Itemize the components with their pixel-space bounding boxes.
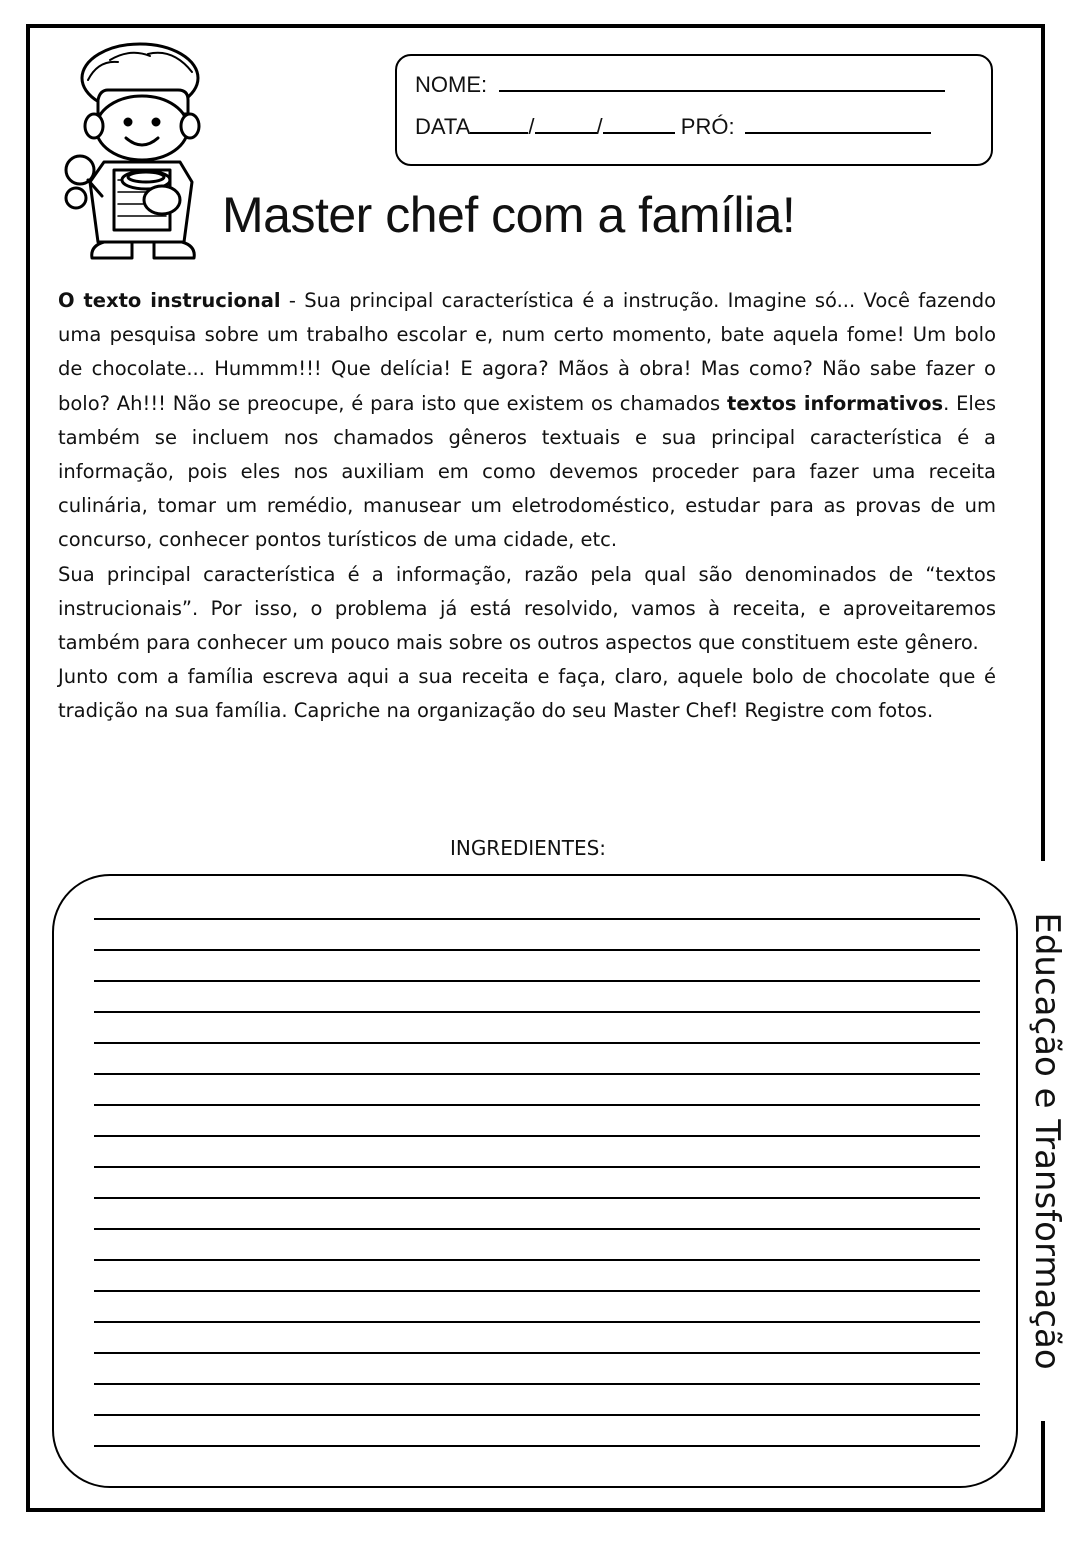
- bold-term: textos informativos: [727, 391, 944, 415]
- writing-line: [94, 1259, 980, 1261]
- date-year-field[interactable]: [603, 112, 675, 134]
- teacher-label: PRÓ:: [680, 114, 735, 139]
- writing-line: [94, 1042, 980, 1044]
- date-separator: /: [528, 114, 535, 139]
- writing-line: [94, 1352, 980, 1354]
- writing-line: [94, 1445, 980, 1447]
- writing-line: [94, 918, 980, 920]
- writing-line: [94, 949, 980, 951]
- paragraph-2: Sua principal característica é a informação, razão pela qual são denominados de “textos instrucionais”. Por isso, o problema já está resolvido, vamos à receita, e aproveitaremos também para conhecer um pouco mais sobre os outros aspectos que constituem este gênero.: [58, 562, 996, 655]
- paragraph-3: Junto com a família escreva aqui a sua receita e faça, claro, aquele bolo de chocolate que é tradição na sua família. Capriche na organização do seu Master Chef! Registre com fotos.: [58, 665, 996, 723]
- teacher-field[interactable]: [745, 112, 931, 134]
- writing-line: [94, 1135, 980, 1137]
- writing-line: [94, 1290, 980, 1292]
- date-label: DATA: [415, 114, 471, 139]
- date-separator: /: [596, 114, 603, 139]
- paragraph-text: - Sua principal característica é a instrução. Imagine só... Você fazendo uma pesquisa sobre um trabalho escolar e, num certo momento, bate aquela fome! Um bolo de chocolate... Hummm!!! Que delícia! E agora? Mãos à obra! Mas como? Não sabe fazer o bolo? Ah!!! Não se preocupe, é para isto que existem os chamados: [58, 289, 997, 415]
- writing-line: [94, 1228, 980, 1230]
- side-brand-label: Educação e Transformação: [1027, 861, 1067, 1421]
- bold-term: O texto instrucional: [58, 289, 281, 312]
- chef-illustration: [58, 30, 218, 265]
- date-month-field[interactable]: [535, 112, 597, 134]
- writing-line: [94, 1197, 980, 1199]
- date-row: [415, 112, 931, 140]
- ingredients-heading: INGREDIENTES:: [449, 836, 607, 860]
- name-field[interactable]: [499, 70, 945, 92]
- writing-line: [94, 1011, 980, 1013]
- writing-line: [94, 1383, 980, 1385]
- name-label: NOME:: [415, 72, 488, 97]
- ingredients-writing-area[interactable]: [52, 874, 1018, 1488]
- page-title: Master chef com a família!: [222, 187, 796, 243]
- name-row: [415, 70, 945, 98]
- writing-line: [94, 1414, 980, 1416]
- paragraph-1: [58, 284, 996, 558]
- instruction-text: [58, 284, 996, 729]
- writing-line: [94, 1104, 980, 1106]
- paragraph-text: . Eles também se incluem nos chamados gêneros textuais e sua principal característica é a informação, pois eles nos auxiliam em como devemos proceder para fazer uma receita culinária, tomar um remédio, manusear um eletrodoméstico, estudar para as provas de um concurso, conhecer pontos turísticos de uma cidade, etc.: [58, 391, 996, 552]
- writing-line: [94, 1073, 980, 1075]
- date-day-field[interactable]: [470, 112, 528, 134]
- student-info-box: [395, 54, 993, 166]
- writing-line: [94, 1166, 980, 1168]
- writing-line: [94, 980, 980, 982]
- writing-line: [94, 1321, 980, 1323]
